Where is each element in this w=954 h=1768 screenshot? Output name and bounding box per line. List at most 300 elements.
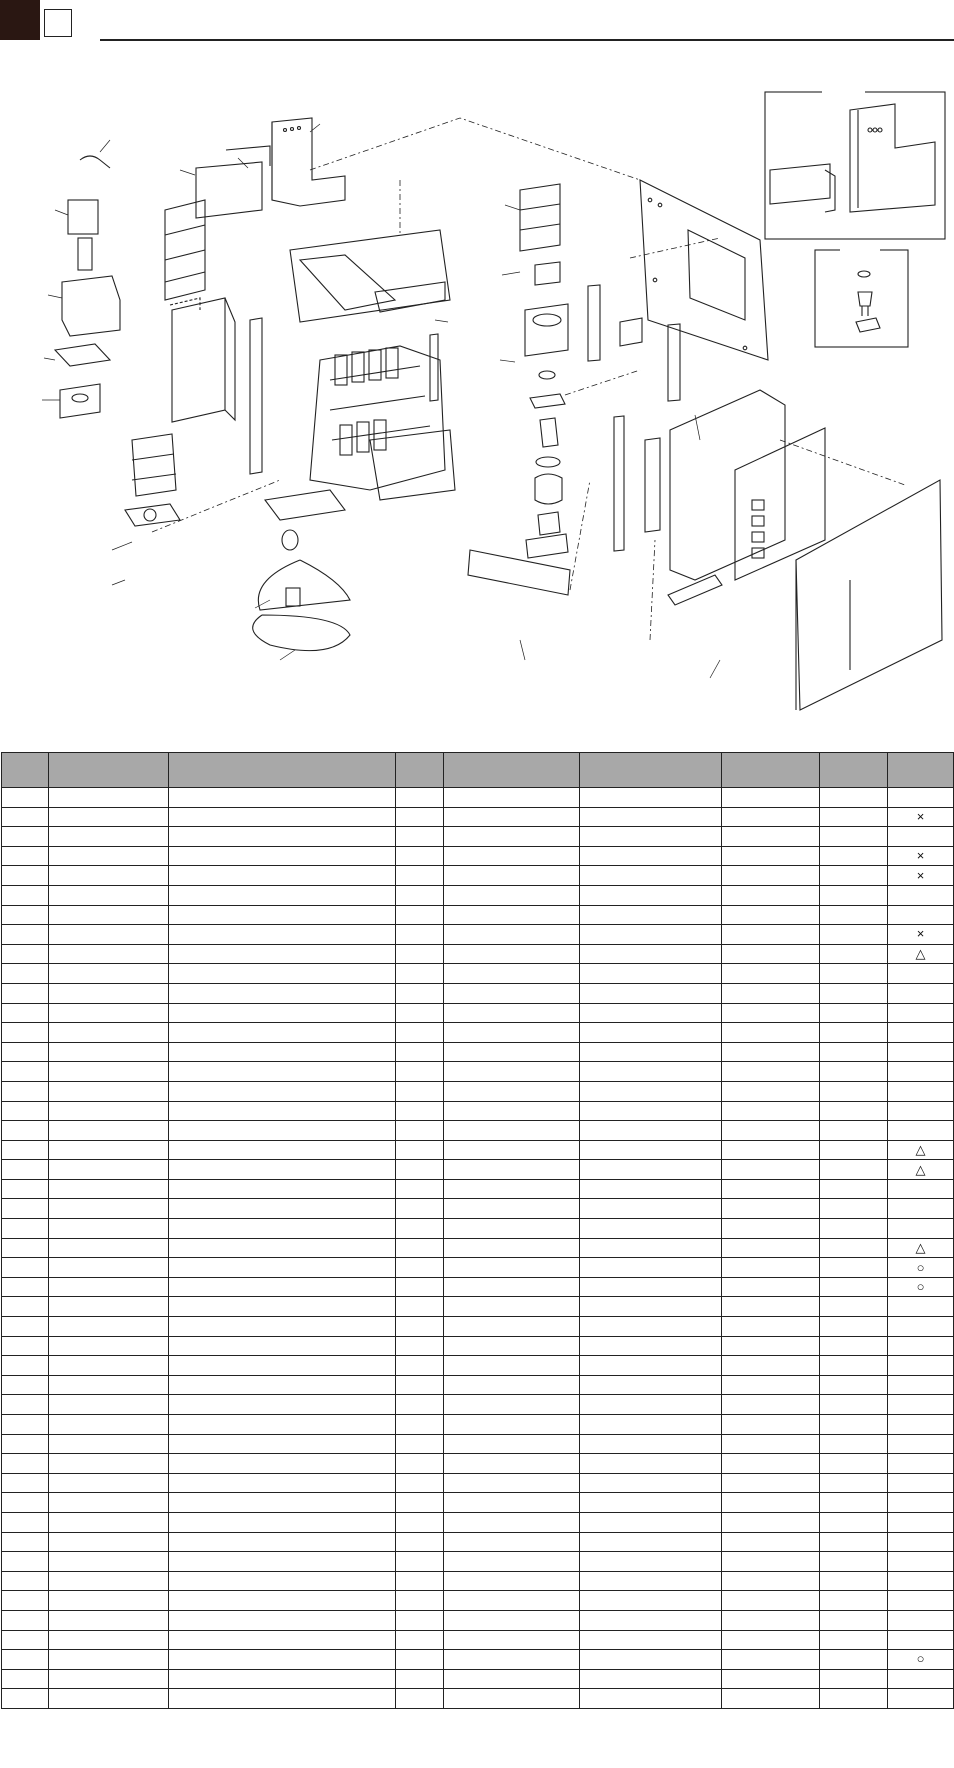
table-cell xyxy=(722,1356,820,1376)
table-cell xyxy=(169,1042,396,1062)
inset-panel-brackets xyxy=(765,92,945,239)
table-cell xyxy=(396,1023,444,1043)
table-cell xyxy=(820,1552,888,1572)
table-cell xyxy=(580,1081,722,1101)
table-cell xyxy=(820,964,888,984)
table-cell xyxy=(49,905,169,925)
table-row xyxy=(2,944,954,964)
table-cell xyxy=(49,1121,169,1141)
table-cell xyxy=(580,1160,722,1180)
row-mark-cell xyxy=(888,1062,954,1082)
row-mark-cell xyxy=(888,1023,954,1043)
row-mark-cell xyxy=(888,1356,954,1376)
table-cell xyxy=(820,807,888,827)
cover-plates xyxy=(172,298,262,474)
inset-small-parts xyxy=(815,250,908,347)
table-cell xyxy=(49,1454,169,1474)
table-cell xyxy=(444,1669,580,1689)
table-cell xyxy=(396,866,444,886)
table-row xyxy=(2,1512,954,1532)
table-cell xyxy=(2,1258,49,1278)
table-cell xyxy=(2,1650,49,1670)
table-cell xyxy=(722,1003,820,1023)
row-mark-cell xyxy=(888,964,954,984)
table-cell xyxy=(49,1356,169,1376)
table-cell xyxy=(580,1277,722,1297)
row-mark-cell xyxy=(888,905,954,925)
table-cell xyxy=(2,1179,49,1199)
table-cell xyxy=(580,1669,722,1689)
table-cell xyxy=(580,983,722,1003)
table-cell xyxy=(820,1121,888,1141)
table-row xyxy=(2,1258,954,1278)
table-cell xyxy=(2,1042,49,1062)
table-cell xyxy=(722,1336,820,1356)
header-cell-5 xyxy=(444,753,580,788)
table-cell xyxy=(580,1395,722,1415)
table-cell xyxy=(580,1375,722,1395)
table-cell xyxy=(396,1356,444,1376)
table-cell xyxy=(820,1473,888,1493)
table-cell xyxy=(2,1454,49,1474)
table-cell xyxy=(820,1493,888,1513)
row-mark-cell xyxy=(888,1415,954,1435)
table-cell xyxy=(444,1199,580,1219)
table-cell xyxy=(444,1571,580,1591)
table-cell xyxy=(169,1512,396,1532)
table-cell xyxy=(444,905,580,925)
table-cell xyxy=(444,1532,580,1552)
table-cell xyxy=(396,1258,444,1278)
row-mark-cell xyxy=(888,1669,954,1689)
table-row xyxy=(2,1003,954,1023)
table-cell xyxy=(169,1493,396,1513)
table-row xyxy=(2,1297,954,1317)
table-cell xyxy=(396,1219,444,1239)
table-cell xyxy=(820,1336,888,1356)
table-cell xyxy=(820,1277,888,1297)
table-cell xyxy=(820,1219,888,1239)
row-mark-cell xyxy=(888,788,954,808)
table-cell xyxy=(820,1258,888,1278)
page-header xyxy=(0,0,954,44)
row-mark-cell xyxy=(888,1571,954,1591)
table-cell xyxy=(2,827,49,847)
table-cell xyxy=(820,1669,888,1689)
row-mark-cell xyxy=(888,1317,954,1337)
table-cell xyxy=(2,1532,49,1552)
table-cell xyxy=(444,846,580,866)
table-cell xyxy=(722,925,820,945)
table-cell xyxy=(444,1081,580,1101)
table-cell xyxy=(169,846,396,866)
table-row xyxy=(2,866,954,886)
table-cell xyxy=(169,1571,396,1591)
table-row xyxy=(2,925,954,945)
parts-list-table xyxy=(1,752,954,1709)
table-cell xyxy=(580,846,722,866)
table-cell xyxy=(49,1081,169,1101)
table-cell xyxy=(580,1454,722,1474)
table-cell xyxy=(580,944,722,964)
table-cell xyxy=(396,1140,444,1160)
right-mounting-plate xyxy=(640,180,768,360)
table-cell xyxy=(722,885,820,905)
table-cell xyxy=(169,1238,396,1258)
table-cell xyxy=(396,1003,444,1023)
table-row xyxy=(2,1395,954,1415)
table-cell xyxy=(396,1042,444,1062)
table-cell xyxy=(580,1101,722,1121)
table-cell xyxy=(722,1415,820,1435)
table-cell xyxy=(444,1140,580,1160)
table-cell xyxy=(396,1395,444,1415)
table-cell xyxy=(444,1160,580,1180)
table-cell xyxy=(396,1317,444,1337)
table-cell xyxy=(169,1199,396,1219)
table-cell xyxy=(580,1121,722,1141)
table-cell xyxy=(169,1121,396,1141)
table-cell xyxy=(722,1512,820,1532)
table-row xyxy=(2,1062,954,1082)
table-cell xyxy=(580,1571,722,1591)
table-cell xyxy=(444,827,580,847)
table-cell xyxy=(580,1610,722,1630)
table-cell xyxy=(49,1258,169,1278)
table-cell xyxy=(722,1630,820,1650)
table-cell xyxy=(580,1434,722,1454)
table-cell xyxy=(820,827,888,847)
table-cell xyxy=(820,788,888,808)
stacked-shield xyxy=(165,200,205,310)
table-cell xyxy=(820,1140,888,1160)
table-cell xyxy=(396,807,444,827)
row-mark-cell xyxy=(888,1532,954,1552)
table-row xyxy=(2,1219,954,1239)
table-cell xyxy=(722,1473,820,1493)
table-cell xyxy=(722,964,820,984)
table-cell xyxy=(396,1434,444,1454)
header-cell-7 xyxy=(722,753,820,788)
table-cell xyxy=(396,1689,444,1709)
table-cell xyxy=(2,1336,49,1356)
table-cell xyxy=(49,1512,169,1532)
table-cell xyxy=(169,1258,396,1278)
row-mark-cell xyxy=(888,1003,954,1023)
table-cell xyxy=(396,1454,444,1474)
table-cell xyxy=(169,1669,396,1689)
table-cell xyxy=(580,1591,722,1611)
table-cell xyxy=(396,964,444,984)
table-cell xyxy=(396,1493,444,1513)
table-cell xyxy=(580,866,722,886)
table-cell xyxy=(722,827,820,847)
table-row xyxy=(2,885,954,905)
section-color-block xyxy=(0,0,40,40)
table-cell xyxy=(820,1317,888,1337)
table-cell xyxy=(580,1238,722,1258)
row-mark-cell: × xyxy=(888,846,954,866)
row-mark-cell: △ xyxy=(888,1160,954,1180)
table-cell xyxy=(580,905,722,925)
table-cell xyxy=(722,1669,820,1689)
table-cell xyxy=(2,1140,49,1160)
table-cell xyxy=(396,1552,444,1572)
table-cell xyxy=(444,1650,580,1670)
table-cell xyxy=(580,1532,722,1552)
table-cell xyxy=(49,1571,169,1591)
row-mark-cell xyxy=(888,1375,954,1395)
table-cell xyxy=(722,1610,820,1630)
table-cell xyxy=(722,1591,820,1611)
table-cell xyxy=(2,1473,49,1493)
table-cell xyxy=(49,807,169,827)
table-cell xyxy=(169,1415,396,1435)
table-cell xyxy=(722,1081,820,1101)
table-cell xyxy=(722,1493,820,1513)
table-cell xyxy=(722,807,820,827)
table-cell xyxy=(2,807,49,827)
table-cell xyxy=(49,788,169,808)
table-cell xyxy=(580,1297,722,1317)
table-cell xyxy=(722,1552,820,1572)
table-cell xyxy=(722,1317,820,1337)
table-cell xyxy=(169,866,396,886)
row-mark-cell: ○ xyxy=(888,1650,954,1670)
table-cell xyxy=(49,1532,169,1552)
table-cell xyxy=(444,1336,580,1356)
table-cell xyxy=(169,827,396,847)
table-cell xyxy=(49,1199,169,1219)
table-cell xyxy=(820,1689,888,1709)
table-cell xyxy=(820,1003,888,1023)
table-cell xyxy=(722,1179,820,1199)
table-cell xyxy=(580,1042,722,1062)
table-cell xyxy=(580,827,722,847)
table-cell xyxy=(396,788,444,808)
row-mark-cell xyxy=(888,1512,954,1532)
row-mark-cell xyxy=(888,1336,954,1356)
table-cell xyxy=(2,1512,49,1532)
table-cell xyxy=(169,925,396,945)
table-row xyxy=(2,1532,954,1552)
table-cell xyxy=(820,1375,888,1395)
row-mark-cell xyxy=(888,1591,954,1611)
table-cell xyxy=(49,1434,169,1454)
table-cell xyxy=(444,1415,580,1435)
table-cell xyxy=(722,1219,820,1239)
table-cell xyxy=(820,1630,888,1650)
table-cell xyxy=(49,1297,169,1317)
table-cell xyxy=(49,1042,169,1062)
table-cell xyxy=(169,1317,396,1337)
table-row xyxy=(2,1591,954,1611)
table-cell xyxy=(49,827,169,847)
header-cell-9 xyxy=(888,753,954,788)
table-cell xyxy=(396,1238,444,1258)
table-row xyxy=(2,1375,954,1395)
table-cell xyxy=(396,1630,444,1650)
table-cell xyxy=(2,1238,49,1258)
table-cell xyxy=(2,1199,49,1219)
row-mark-cell xyxy=(888,1493,954,1513)
table-cell xyxy=(169,807,396,827)
table-cell xyxy=(49,1395,169,1415)
table-cell xyxy=(820,1179,888,1199)
table-row xyxy=(2,1650,954,1670)
table-cell xyxy=(580,1630,722,1650)
row-mark-cell xyxy=(888,1219,954,1239)
table-cell xyxy=(169,1140,396,1160)
table-cell xyxy=(580,1689,722,1709)
table-row xyxy=(2,1493,954,1513)
control-box xyxy=(668,390,942,710)
table-cell xyxy=(444,1512,580,1532)
table-row xyxy=(2,1454,954,1474)
table-cell xyxy=(396,1571,444,1591)
table-cell xyxy=(722,1375,820,1395)
table-cell xyxy=(444,1434,580,1454)
table-cell xyxy=(722,1689,820,1709)
table-cell xyxy=(396,1121,444,1141)
table-cell xyxy=(396,1081,444,1101)
table-cell xyxy=(444,925,580,945)
table-cell xyxy=(49,846,169,866)
table-row xyxy=(2,1630,954,1650)
row-mark-cell: △ xyxy=(888,1140,954,1160)
table-cell xyxy=(169,1532,396,1552)
table-cell xyxy=(722,1297,820,1317)
row-mark-cell: △ xyxy=(888,1238,954,1258)
table-cell xyxy=(2,866,49,886)
table-cell xyxy=(444,1630,580,1650)
table-body xyxy=(2,788,954,1709)
table-cell xyxy=(169,1179,396,1199)
table-cell xyxy=(444,1023,580,1043)
table-cell xyxy=(169,905,396,925)
table-cell xyxy=(169,1062,396,1082)
table-cell xyxy=(49,1140,169,1160)
table-cell xyxy=(169,1336,396,1356)
table-cell xyxy=(396,1591,444,1611)
table-cell xyxy=(722,1650,820,1670)
table-cell xyxy=(49,866,169,886)
table-cell xyxy=(722,1199,820,1219)
table-row xyxy=(2,1140,954,1160)
exploded-parts-diagram xyxy=(0,60,954,750)
table-cell xyxy=(444,1473,580,1493)
row-mark-cell xyxy=(888,1101,954,1121)
table-cell xyxy=(49,1023,169,1043)
row-mark-cell: × xyxy=(888,866,954,886)
table-cell xyxy=(396,1062,444,1082)
table-cell xyxy=(580,1003,722,1023)
table-cell xyxy=(722,788,820,808)
table-cell xyxy=(169,983,396,1003)
row-mark-cell: △ xyxy=(888,944,954,964)
table-cell xyxy=(49,1062,169,1082)
table-cell xyxy=(444,1003,580,1023)
table-row xyxy=(2,1121,954,1141)
table-cell xyxy=(580,1062,722,1082)
row-mark-cell: × xyxy=(888,807,954,827)
table-row xyxy=(2,1336,954,1356)
central-mechanism xyxy=(258,255,455,610)
table-cell xyxy=(2,1630,49,1650)
table-cell xyxy=(820,1023,888,1043)
table-cell xyxy=(49,1669,169,1689)
table-row xyxy=(2,1081,954,1101)
table-cell xyxy=(722,1258,820,1278)
table-cell xyxy=(580,1552,722,1572)
table-row xyxy=(2,1199,954,1219)
table-row xyxy=(2,1101,954,1121)
table-cell xyxy=(722,1395,820,1415)
center-rails xyxy=(588,285,680,551)
table-cell xyxy=(580,885,722,905)
table-cell xyxy=(2,1571,49,1591)
table-cell xyxy=(444,1395,580,1415)
table-cell xyxy=(396,1179,444,1199)
table-cell xyxy=(169,1277,396,1297)
table-cell xyxy=(169,1160,396,1180)
row-mark-cell xyxy=(888,1434,954,1454)
table-cell xyxy=(820,1532,888,1552)
table-cell xyxy=(722,1121,820,1141)
table-row xyxy=(2,1238,954,1258)
table-cell xyxy=(169,1081,396,1101)
table-cell xyxy=(580,1415,722,1435)
table-cell xyxy=(49,1552,169,1572)
header-cell-4 xyxy=(396,753,444,788)
table-cell xyxy=(2,905,49,925)
table-cell xyxy=(444,964,580,984)
table-cell xyxy=(820,925,888,945)
table-cell xyxy=(580,1317,722,1337)
table-cell xyxy=(169,1023,396,1043)
table-cell xyxy=(444,1101,580,1121)
table-cell xyxy=(444,1552,580,1572)
table-cell xyxy=(49,1336,169,1356)
table-row xyxy=(2,1023,954,1043)
table-cell xyxy=(169,1689,396,1709)
table-cell xyxy=(396,1101,444,1121)
table-cell xyxy=(444,1042,580,1062)
table-cell xyxy=(722,1532,820,1552)
table-cell xyxy=(820,1081,888,1101)
table-cell xyxy=(49,1003,169,1023)
table-cell xyxy=(49,1610,169,1630)
table-cell xyxy=(2,1121,49,1141)
table-cell xyxy=(444,1356,580,1376)
table-cell xyxy=(2,1160,49,1180)
callout-leaders xyxy=(42,124,720,678)
table-cell xyxy=(820,944,888,964)
row-mark-cell xyxy=(888,1081,954,1101)
table-cell xyxy=(169,788,396,808)
table-row xyxy=(2,1317,954,1337)
table-cell xyxy=(169,1101,396,1121)
table-cell xyxy=(49,1179,169,1199)
table-cell xyxy=(444,1689,580,1709)
row-mark-cell xyxy=(888,983,954,1003)
table-cell xyxy=(49,925,169,945)
table-cell xyxy=(444,1454,580,1474)
row-mark-cell xyxy=(888,1473,954,1493)
table-cell xyxy=(2,944,49,964)
table-cell xyxy=(396,1375,444,1395)
table-cell xyxy=(169,1610,396,1630)
